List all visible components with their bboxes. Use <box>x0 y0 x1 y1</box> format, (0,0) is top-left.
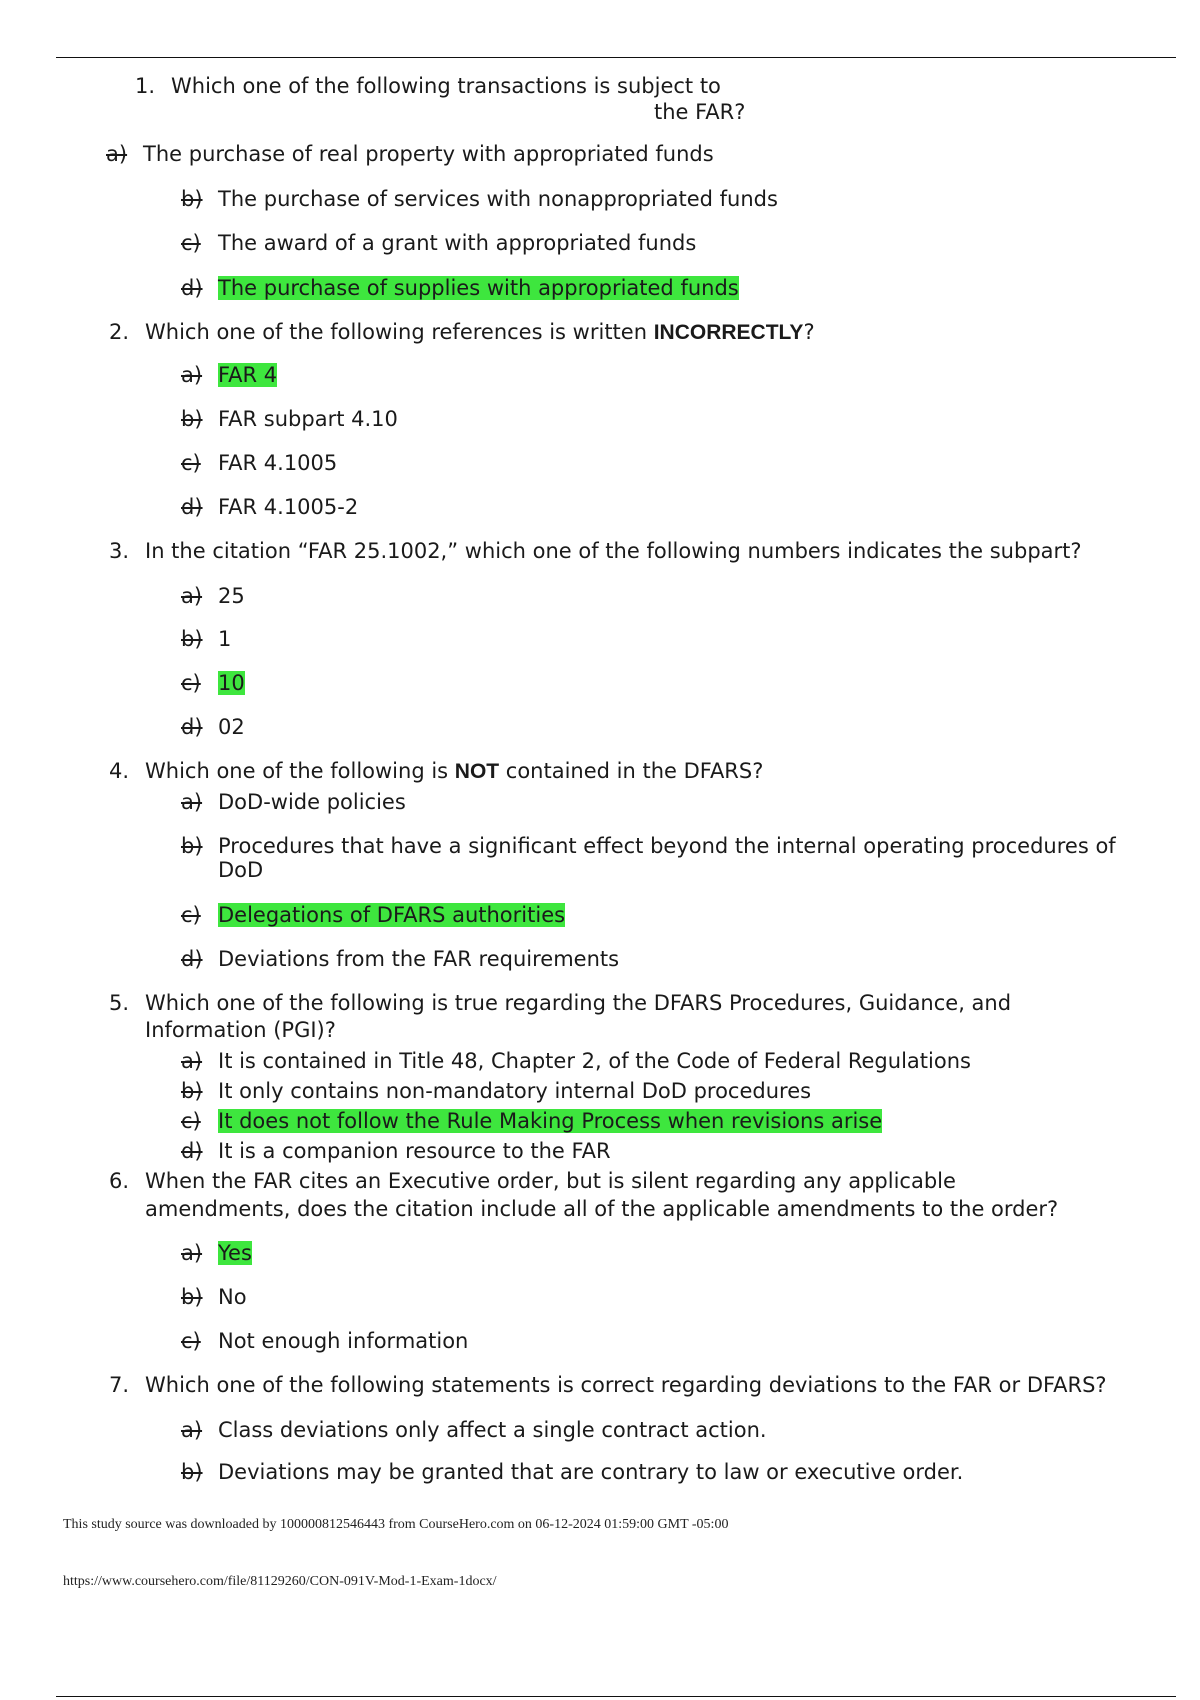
emphasis: NOT <box>454 760 500 783</box>
option-7a[interactable] <box>181 1417 767 1443</box>
option-1c[interactable] <box>181 230 696 256</box>
option-text: The award of a grant with appropriated funds <box>218 231 697 255</box>
option-text: 1 <box>218 627 232 651</box>
option-1b[interactable] <box>181 186 778 212</box>
option-letter: b) <box>181 834 203 858</box>
question-5-continued <box>145 1017 336 1044</box>
option-letter: d) <box>181 1139 203 1163</box>
question-text: Which one of the following transactions is subject to <box>171 74 721 98</box>
option-5d[interactable] <box>181 1138 611 1164</box>
question-text-line2: the FAR? <box>654 100 746 124</box>
option-text: Deviations from the FAR requirements <box>218 947 620 971</box>
option-text: Procedures that have a significant effect beyond the internal operating procedures of <box>218 834 1116 858</box>
option-letter: c) <box>181 231 201 255</box>
option-letter: a) <box>106 142 128 166</box>
source-url[interactable]: https://www.coursehero.com/file/81129260/CON-091V-Mod-1-Exam-1docx/ <box>63 1574 497 1589</box>
question-number: 3. <box>109 539 130 563</box>
option-letter: c) <box>181 451 201 475</box>
option-text: FAR 4.1005-2 <box>218 495 359 519</box>
option-text: 25 <box>218 584 245 608</box>
option-letter: a) <box>181 363 203 387</box>
question-number: 7. <box>109 1373 130 1397</box>
option-3a[interactable] <box>181 583 245 609</box>
option-5a[interactable] <box>181 1048 971 1074</box>
option-5c[interactable] <box>181 1108 882 1134</box>
option-letter: a) <box>181 790 203 814</box>
option-3c[interactable] <box>181 670 245 696</box>
option-letter: d) <box>181 276 203 300</box>
correct-answer-highlight: Delegations of DFARS authorities <box>218 903 566 927</box>
question-6-continued <box>145 1196 1058 1223</box>
option-2b[interactable] <box>181 406 398 432</box>
option-letter: b) <box>181 187 203 211</box>
option-text: DoD-wide policies <box>218 790 406 814</box>
option-letter: c) <box>181 903 201 927</box>
option-letter: b) <box>181 407 203 431</box>
option-1d[interactable] <box>181 275 739 301</box>
option-4d[interactable] <box>181 946 619 972</box>
bottom-rule <box>56 1696 1176 1697</box>
option-6c[interactable] <box>181 1328 468 1354</box>
option-text: FAR 4.1005 <box>218 451 338 475</box>
option-text: Deviations may be granted that are contrary to law or executive order. <box>218 1460 964 1484</box>
question-1-continued <box>654 99 745 126</box>
download-notice: This study source was downloaded by 100000812546443 from CourseHero.com on 06-12-2024 01:59:00 GMT -05:00 <box>63 1517 729 1532</box>
question-text: Which one of the following references is written INCORRECTLY? <box>145 320 815 344</box>
option-2a[interactable] <box>181 362 277 388</box>
option-text: The purchase of services with nonappropriated funds <box>218 187 778 211</box>
question-number: 2. <box>109 320 130 344</box>
option-text: Class deviations only affect a single contract action. <box>218 1418 767 1442</box>
option-4b-continued <box>218 857 263 883</box>
emphasis: INCORRECTLY <box>653 321 804 344</box>
question-number: 1. <box>135 74 156 98</box>
option-text: It is contained in Title 48, Chapter 2, of the Code of Federal Regulations <box>218 1049 971 1073</box>
option-letter: c) <box>181 1109 201 1133</box>
question-number: 6. <box>109 1169 130 1193</box>
option-letter: b) <box>181 1460 203 1484</box>
option-text: It only contains non-mandatory internal DoD procedures <box>218 1079 812 1103</box>
option-4b[interactable] <box>181 833 1116 859</box>
option-text: FAR subpart 4.10 <box>218 407 398 431</box>
option-2d[interactable] <box>181 494 358 520</box>
question-text: In the citation “FAR 25.1002,” which one of the following numbers indicates the subpart? <box>145 539 1082 563</box>
option-letter: a) <box>181 584 203 608</box>
option-letter: b) <box>181 627 203 651</box>
option-text: 02 <box>218 715 245 739</box>
option-letter: c) <box>181 671 201 695</box>
question-text: When the FAR cites an Executive order, but is silent regarding any applicable <box>145 1169 956 1193</box>
option-5b[interactable] <box>181 1078 811 1104</box>
question-text: Which one of the following is true regarding the DFARS Procedures, Guidance, and <box>145 991 1012 1015</box>
option-3b[interactable] <box>181 626 231 652</box>
option-text: Not enough information <box>218 1329 469 1353</box>
question-text: Which one of the following is NOT contained in the DFARS? <box>145 759 764 783</box>
option-2c[interactable] <box>181 450 337 476</box>
option-letter: a) <box>181 1418 203 1442</box>
correct-answer-highlight: Yes <box>218 1241 252 1265</box>
option-letter: d) <box>181 947 203 971</box>
option-letter: d) <box>181 495 203 519</box>
option-6b[interactable] <box>181 1284 247 1310</box>
option-4c[interactable] <box>181 902 565 928</box>
option-text: No <box>218 1285 247 1309</box>
question-text-line2: Information (PGI)? <box>145 1018 336 1042</box>
option-letter: b) <box>181 1079 203 1103</box>
correct-answer-highlight: 10 <box>218 671 245 695</box>
question-number: 4. <box>109 759 130 783</box>
option-letter: d) <box>181 715 203 739</box>
option-letter: b) <box>181 1285 203 1309</box>
option-letter: c) <box>181 1329 201 1353</box>
question-text-line2: amendments, does the citation include all of the applicable amendments to the order? <box>145 1197 1059 1221</box>
question-text: Which one of the following statements is correct regarding deviations to the FAR or DFARS? <box>145 1373 1107 1397</box>
question-number: 5. <box>109 991 130 1015</box>
option-letter: a) <box>181 1241 203 1265</box>
option-1a[interactable] <box>106 141 714 167</box>
top-rule <box>56 57 1176 58</box>
option-text-line2: DoD <box>218 858 264 882</box>
option-6a[interactable] <box>181 1240 252 1266</box>
correct-answer-highlight: The purchase of supplies with appropriated funds <box>218 276 739 300</box>
option-letter: a) <box>181 1049 203 1073</box>
correct-answer-highlight: It does not follow the Rule Making Process when revisions arise <box>218 1109 883 1133</box>
option-4a[interactable] <box>181 789 406 815</box>
correct-answer-highlight: FAR 4 <box>218 363 278 387</box>
option-text: It is a companion resource to the FAR <box>218 1139 611 1163</box>
option-text: The purchase of real property with appropriated funds <box>143 142 714 166</box>
option-7b[interactable] <box>181 1459 963 1485</box>
option-3d[interactable] <box>181 714 245 740</box>
